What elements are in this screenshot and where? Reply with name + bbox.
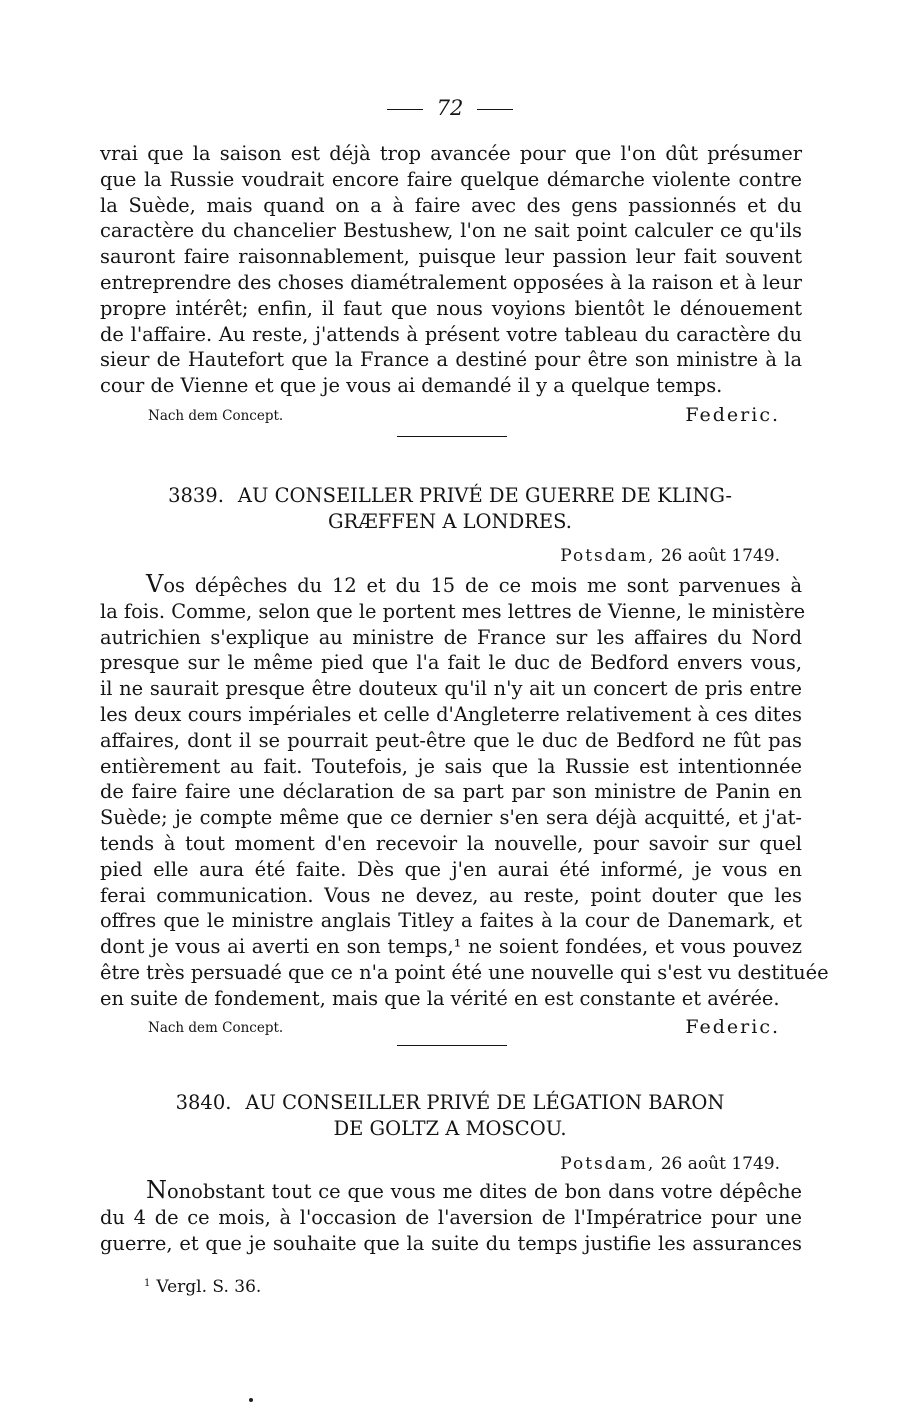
heading-line: AU CONSEILLER PRIVÉ DE LÉGATION BARON (245, 1091, 725, 1114)
text-line: vrai que la saison est déjà trop avancée pour que l'on dût présumer (100, 142, 802, 165)
text-line (100, 572, 802, 599)
dateline-3839 (560, 546, 780, 566)
dateline-date: 26 août 1749. (660, 1154, 780, 1174)
letter-body-3840 (100, 1178, 802, 1256)
text-line: entreprendre des choses diamétralement opposées à la raison et à leur (100, 270, 802, 294)
text-line: propre intérêt; enfin, il faut que nous voyions bientôt le dénouement (100, 296, 802, 320)
text-line: la Suède, mais quand on a à faire avec des gens passionnés et du (100, 193, 802, 217)
section-divider (397, 1045, 507, 1046)
text-line: que la Russie voudrait encore faire quelque démarche violente contre (100, 167, 802, 191)
dateline-place: Potsdam, (560, 1154, 656, 1174)
text-line: sauront faire raisonnablement, puisque leur passion leur fait souvent (100, 245, 802, 269)
initial-letter: V (146, 570, 164, 598)
text-line: ferai communication. Vous ne devez, au reste, point douter que les (100, 883, 802, 907)
letter-heading-3840 (0, 1090, 900, 1142)
text-line (100, 1178, 802, 1205)
text-line: pied elle aura été faite. Dès que j'en aurai été informé, je vous en (100, 857, 802, 881)
letter-closing-3839 (100, 1016, 780, 1042)
letter-body-3839 (100, 570, 829, 1012)
source-note: Nach dem Concept. (148, 408, 284, 424)
letter-number: 3840. (175, 1091, 232, 1114)
text-line: il ne saurait presque être douteux qu'il n'y ait un concert de pris entre (100, 677, 802, 701)
footnote (144, 1277, 261, 1297)
initial-letter: N (146, 1176, 167, 1204)
continuation-closing (100, 404, 780, 430)
text-line: en suite de fondement, mais que la vérité en est constante et avérée. (100, 986, 780, 1010)
heading-line: GRÆFFEN A LONDRES. (327, 510, 573, 533)
text-line: affaires, dont il se pourrait peut-être que le duc de Bedford ne fût pas (100, 728, 802, 752)
text-line: sieur de Hautefort que la France a destiné pour être son ministre à la (100, 348, 802, 372)
dateline-place: Potsdam, (560, 546, 656, 566)
text-line: entièrement au fait. Toutefois, je sais que la Russie est intentionnée (100, 754, 802, 778)
print-speck (249, 1398, 253, 1402)
text-line: caractère du chancelier Bestushew, l'on ne sait point calculer ce qu'ils (100, 219, 802, 243)
text-line: guerre, et que je souhaite que la suite du temps justifie les assurances (100, 1231, 802, 1255)
text-line: du 4 de ce mois, à l'occasion de l'aversion de l'Impératrice pour une (100, 1205, 802, 1229)
text-line: dont je vous ai averti en son temps,¹ ne soient fondées, et vous pouvez (100, 935, 802, 959)
signature: Federic. (685, 1016, 780, 1038)
text-line: de l'affaire. Au reste, j'attends à présent votre tableau du caractère du (100, 322, 802, 346)
text-line: Suède; je compte même que ce dernier s'en sera déjà acquitté, et j'at- (100, 806, 802, 830)
text-line: presque sur le même pied que l'a fait le duc de Bedford envers vous, (100, 651, 802, 675)
footnote-text: Vergl. S. 36. (156, 1277, 262, 1297)
text-line: cour de Vienne et que je vous ai demandé il y a quelque temps. (100, 374, 723, 398)
dateline-3840 (560, 1154, 780, 1174)
letter-number: 3839. (168, 484, 224, 507)
text-line: autrichien s'explique au ministre de France sur les affaires du Nord (100, 625, 802, 649)
page-number: 72 (0, 96, 900, 120)
section-divider (397, 436, 507, 437)
text-line: offres que le ministre anglais Titley a faites à la cour de Danemark, et (100, 909, 802, 933)
text-line-rest: onobstant tout ce que vous me dites de bon dans votre dépêche (167, 1180, 802, 1203)
heading-line: DE GOLTZ A MOSCOU. (333, 1117, 567, 1140)
continuation-paragraph (100, 141, 802, 399)
letter-heading-3839 (0, 483, 900, 535)
text-line-rest: os dépêches du 12 et du 15 de ce mois me sont parvenues à (163, 574, 802, 597)
text-line: la fois. Comme, selon que le portent mes lettres de Vienne, le ministère (100, 599, 806, 623)
text-line: de faire faire une déclaration de sa part par son ministre de Panin en (100, 780, 802, 804)
source-note: Nach dem Concept. (148, 1020, 284, 1036)
heading-line: AU CONSEILLER PRIVÉ DE GUERRE DE KLING- (237, 484, 732, 507)
text-line: tends à tout moment d'en recevoir la nouvelle, pour savoir sur quel (100, 831, 802, 855)
text-line: être très persuadé que ce n'a point été une nouvelle qui s'est vu destituée (100, 960, 829, 984)
signature: Federic. (685, 404, 780, 426)
footnote-marker: 1 (144, 1278, 151, 1289)
text-line: les deux cours impériales et celle d'Angleterre relativement à ces dites (100, 702, 802, 726)
dateline-date: 26 août 1749. (660, 546, 780, 566)
